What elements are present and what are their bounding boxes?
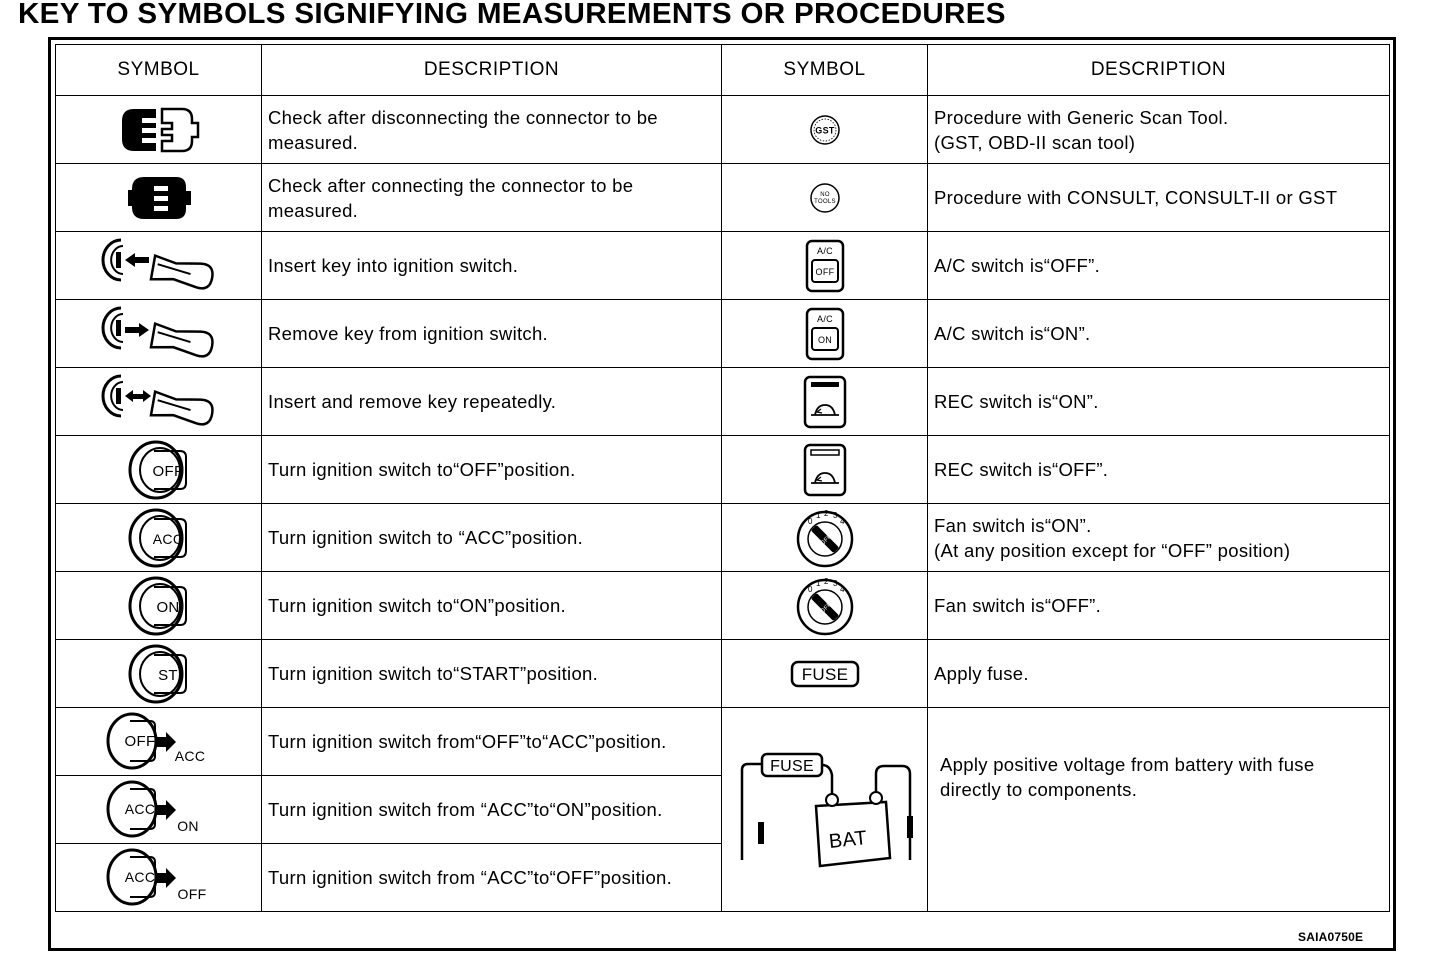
svg-text:ON: ON <box>817 334 832 345</box>
description-cell: Procedure with Generic Scan Tool. (GST, OBD-II scan tool) <box>928 96 1390 164</box>
table-row <box>56 368 1390 436</box>
svg-text:OFF: OFF <box>819 601 833 615</box>
svg-text:OFF: OFF <box>819 533 833 547</box>
svg-text:4: 4 <box>839 516 845 526</box>
ignition-off-to-acc-icon <box>56 708 262 776</box>
insert-remove-key-icon <box>56 368 262 436</box>
svg-text:ST: ST <box>157 666 178 684</box>
description-cell: A/C switch is“OFF”. <box>928 232 1390 300</box>
description-cell: Insert and remove key repeatedly. <box>262 368 722 436</box>
svg-text:TOOLS: TOOLS <box>813 198 836 205</box>
description-cell: Turn ignition switch from “ACC”to“ON”position. <box>262 776 722 844</box>
ignition-on-icon <box>56 572 262 640</box>
description-cell: Turn ignition switch from“OFF”to“ACC”position. <box>262 708 722 776</box>
description-cell: A/C switch is“ON”. <box>928 300 1390 368</box>
svg-text:OFF: OFF <box>815 266 834 277</box>
description-cell: Apply fuse. <box>928 640 1390 708</box>
description-cell: Turn ignition switch to “ACC”position. <box>262 504 722 572</box>
table-row <box>56 300 1390 368</box>
table-row <box>56 708 1390 776</box>
table-row <box>56 436 1390 504</box>
figure-code: SAIA0750E <box>1298 930 1364 944</box>
svg-text:0: 0 <box>807 584 813 594</box>
description-cell: REC switch is“OFF”. <box>928 436 1390 504</box>
fan-on-switch-icon <box>722 504 928 572</box>
description-cell: Fan switch is“OFF”. <box>928 572 1390 640</box>
description-cell: Turn ignition switch to“OFF”position. <box>262 436 722 504</box>
ignition-off-icon <box>56 436 262 504</box>
description-cell: Insert key into ignition switch. <box>262 232 722 300</box>
svg-text:OFF: OFF <box>152 462 183 480</box>
svg-text:3: 3 <box>832 510 838 520</box>
description-cell: Fan switch is“ON”. (At any position except for “OFF” position) <box>928 504 1390 572</box>
no-tools-icon <box>722 164 928 232</box>
svg-text:OFF: OFF <box>124 732 155 750</box>
table-row <box>56 96 1390 164</box>
svg-text:0: 0 <box>807 516 813 526</box>
battery-fuse-icon <box>722 708 928 912</box>
svg-text:BAT: BAT <box>827 826 868 853</box>
symbol-key-table <box>55 44 1390 912</box>
table-row <box>56 232 1390 300</box>
table-row <box>56 504 1390 572</box>
rec-off-switch-icon <box>722 436 928 504</box>
table-row <box>56 164 1390 232</box>
description-cell: Turn ignition switch to“ON”position. <box>262 572 722 640</box>
ignition-acc-icon <box>56 504 262 572</box>
svg-text:ON: ON <box>155 598 180 616</box>
symbol-header: SYMBOL <box>56 45 262 96</box>
symbol-header: SYMBOL <box>722 45 928 96</box>
description-cell: Check after disconnecting the connector to be measured. <box>262 96 722 164</box>
svg-text:ACC: ACC <box>152 530 183 547</box>
svg-text:1: 1 <box>815 510 821 520</box>
svg-text:ACC: ACC <box>174 747 205 764</box>
svg-text:A/C: A/C <box>816 245 833 256</box>
gst-icon <box>722 96 928 164</box>
ignition-acc-to-on-icon <box>56 776 262 844</box>
svg-text:ON: ON <box>176 817 199 834</box>
svg-text:NO: NO <box>819 191 830 198</box>
insert-key-icon <box>56 232 262 300</box>
svg-text:2: 2 <box>823 508 829 518</box>
description-cell: Apply positive voltage from battery with fuse directly to components. <box>928 708 1390 912</box>
description-cell: Turn ignition switch from “ACC”to“OFF”position. <box>262 844 722 912</box>
remove-key-icon <box>56 300 262 368</box>
svg-text:3: 3 <box>832 578 838 588</box>
svg-text:A/C: A/C <box>816 313 833 324</box>
svg-text:4: 4 <box>839 584 845 594</box>
table-header-row <box>56 45 1390 96</box>
svg-text:FUSE: FUSE <box>801 664 848 684</box>
page-title: KEY TO SYMBOLS SIGNIFYING MEASUREMENTS OR PROCEDURES <box>18 0 1006 30</box>
description-cell: Remove key from ignition switch. <box>262 300 722 368</box>
description-header: DESCRIPTION <box>928 45 1390 96</box>
svg-text:ACC: ACC <box>124 868 155 885</box>
ac-on-switch-icon <box>722 300 928 368</box>
svg-text:2: 2 <box>823 576 829 586</box>
description-cell: Procedure with CONSULT, CONSULT-II or GST <box>928 164 1390 232</box>
svg-text:ACC: ACC <box>124 800 155 817</box>
connector-disconnected-icon <box>56 96 262 164</box>
ignition-start-icon <box>56 640 262 708</box>
svg-text:1: 1 <box>815 578 821 588</box>
description-cell: Check after connecting the connector to be measured. <box>262 164 722 232</box>
ac-off-switch-icon <box>722 232 928 300</box>
svg-text:FUSE: FUSE <box>769 757 814 775</box>
description-header: DESCRIPTION <box>262 45 722 96</box>
description-cell: Turn ignition switch to“START”position. <box>262 640 722 708</box>
fan-off-switch-icon <box>722 572 928 640</box>
description-cell: REC switch is“ON”. <box>928 368 1390 436</box>
connector-connected-icon <box>56 164 262 232</box>
rec-on-switch-icon <box>722 368 928 436</box>
table-row <box>56 640 1390 708</box>
ignition-acc-to-off-icon <box>56 844 262 912</box>
table-row <box>56 572 1390 640</box>
fuse-icon <box>722 640 928 708</box>
svg-text:OFF: OFF <box>177 885 206 902</box>
svg-text:GST: GST <box>814 125 835 135</box>
